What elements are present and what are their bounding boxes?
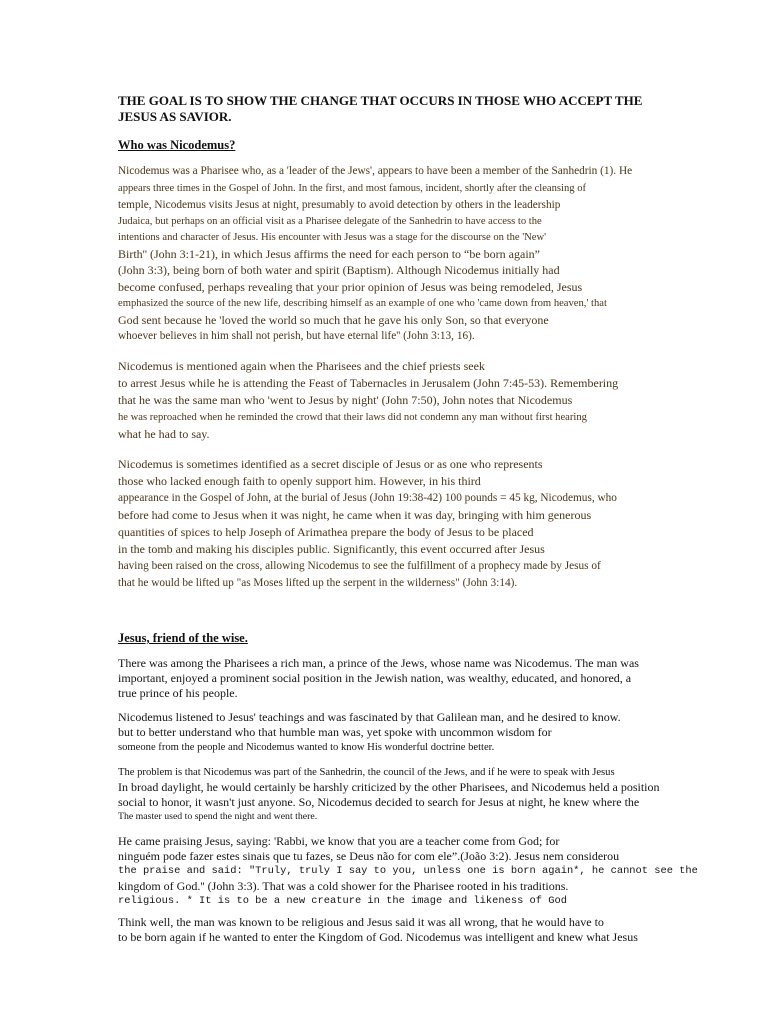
text-line: temple, Nicodemus visits Jesus at night, presumably to avoid detection by others in the leadership [118, 199, 561, 211]
text-line: Nicodemus is mentioned again when the Pharisees and the chief priests seek [118, 359, 485, 373]
text-line: what he had to say. [118, 427, 210, 441]
text-line: The problem is that Nicodemus was part of the Sanhedrin, the council of the Jews, and if he were to speak with Jesus [118, 767, 615, 778]
text-line: that he would be lifted up "as Moses lifted up the serpent in the wilderness" (John 3:14). [118, 577, 518, 589]
text-line: Nicodemus was a Pharisee who, as a 'leader of the Jews', appears to have been a member of the Sanhedrin (1). He [118, 165, 633, 177]
text-line: before had come to Jesus when it was night, he came when it was day, bringing with him generous [118, 508, 592, 522]
text-line: having been raised on the cross, allowing Nicodemus to see the fulfillment of a prophecy made by Jesus of [118, 560, 601, 572]
text-line: the praise and said: "Truly, truly I say to you, unless one is born again*, he cannot see the [118, 865, 698, 877]
text-line: but to better understand who that humble man was, yet spoke with uncommon wisdom for [118, 725, 552, 739]
text-line: Nicodemus is sometimes identified as a secret disciple of Jesus or as one who represents [118, 457, 543, 471]
paragraph [118, 656, 678, 701]
text-line: to arrest Jesus while he is attending the Feast of Tabernacles in Jerusalem (John 7:45-53). Remembering [118, 376, 619, 390]
text-line: to be born again if he wanted to enter the Kingdom of God. Nicodemus was intelligent and knew what Jesus [118, 930, 638, 944]
text-line: religious. * It is to be a new creature in the image and likeness of God [118, 895, 567, 907]
paragraph [118, 915, 678, 945]
text-line: He came praising Jesus, saying: 'Rabbi, we know that you are a teacher come from God; for [118, 834, 560, 848]
document-title [118, 93, 678, 125]
text-line: The master used to spend the night and went there. [118, 811, 318, 822]
section-heading-who-was-nicodemus: Who was Nicodemus? [118, 138, 236, 152]
text-line: in the tomb and making his disciples public. Significantly, this event occurred after Jesus [118, 542, 545, 556]
text-line: kingdom of God.'' (John 3:3). That was a cold shower for the Pharisee rooted in his traditions. [118, 879, 569, 893]
text-line: There was among the Pharisees a rich man, a prince of the Jews, whose name was Nicodemus. The man was [118, 656, 639, 670]
text-line: In broad daylight, he would certainly be harshly criticized by the other Pharisees, and Nicodemus held a position [118, 780, 660, 794]
paragraph [118, 834, 698, 909]
title-line: JESUS AS SAVIOR. [118, 109, 232, 124]
paragraph [118, 765, 678, 824]
text-line: emphasized the source of the new life, describing himself as an example of one who 'came down from heaven,' that [118, 298, 607, 309]
paragraph [118, 456, 678, 592]
text-line: he was reproached when he reminded the crowd that their laws did not condemn any man without first hearing [118, 412, 587, 423]
text-line: social to honor, it wasn't just anyone. So, Nicodemus decided to search for Jesus at night, he knew where the [118, 795, 640, 809]
text-line: Nicodemus listened to Jesus' teachings and was fascinated by that Galilean man, and he desired to know. [118, 710, 621, 724]
text-line: quantities of spices to help Joseph of Arimathea prepare the body of Jesus to be placed [118, 525, 534, 539]
text-line: Birth'' (John 3:1-21), in which Jesus affirms the need for each person to “be born again” [118, 247, 540, 261]
text-line: appears three times in the Gospel of John. In the first, and most famous, incident, shortly after the cleansing of [118, 183, 587, 194]
text-line: whoever believes in him shall not perish, but have eternal life'' (John 3:13, 16). [118, 330, 475, 342]
text-line: those who lacked enough faith to openly support him. However, in his third [118, 474, 481, 488]
text-line: important, enjoyed a prominent social position in the Jewish nation, was wealthy, educated, and honored, a [118, 671, 632, 685]
text-line: become confused, perhaps revealing that your prior opinion of Jesus was being remodeled, Jesus [118, 280, 583, 294]
text-line: true prince of his people. [118, 686, 238, 700]
text-line: intentions and character of Jesus. His encounter with Jesus was a stage for the discourse on the 'New' [118, 232, 547, 243]
paragraph [118, 710, 678, 755]
paragraph [118, 358, 678, 443]
text-line: ninguém pode fazer estes sinais que tu fazes, se Deus não for com ele”.(João 3:2). Jesus nem considerou [118, 849, 620, 863]
text-line: Judaica, but perhaps on an official visit as a Pharisee delegate of the Sanhedrin to have access to the [118, 216, 542, 227]
section-heading-jesus-friend-of-the-wise: Jesus, friend of the wise. [118, 631, 248, 645]
text-line: (John 3:3), being born of both water and spirit (Baptism). Although Nicodemus initially had [118, 263, 560, 277]
text-line: someone from the people and Nicodemus wanted to know His wonderful doctrine better. [118, 742, 495, 753]
title-line: THE GOAL IS TO SHOW THE CHANGE THAT OCCURS IN THOSE WHO ACCEPT THE [118, 93, 643, 108]
text-line: Think well, the man was known to be religious and Jesus said it was all wrong, that he would have to [118, 915, 604, 929]
text-line: appearance in the Gospel of John, at the burial of Jesus (John 19:38-42) 100 pounds = 45 kg, Nicodemus, who [118, 492, 617, 504]
text-line: God sent because he 'loved the world so much that he gave his only Son, so that everyone [118, 313, 549, 327]
paragraph [118, 163, 678, 344]
text-line: that he was the same man who 'went to Jesus by night' (John 7:50), John notes that Nicodemus [118, 393, 573, 407]
